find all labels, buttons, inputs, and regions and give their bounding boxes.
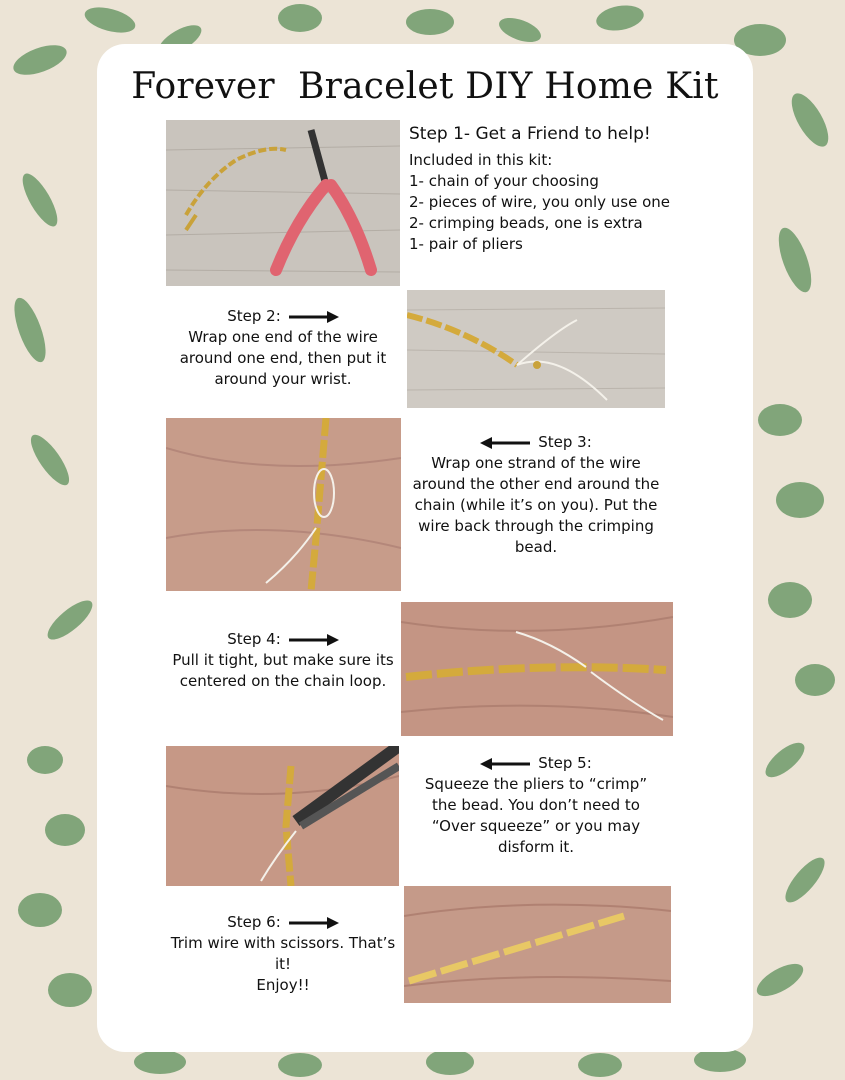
step-3-heading: Step 3: xyxy=(538,433,592,451)
step-1-line: 1- chain of your choosing xyxy=(409,172,599,190)
step-6-line: it! xyxy=(274,955,292,973)
finished-bracelet-photo xyxy=(404,886,671,1003)
step-4-heading: Step 4: xyxy=(227,630,281,648)
step-5-line: Squeeze the pliers to “crimp” xyxy=(424,775,648,793)
arrow-left-icon xyxy=(480,437,530,449)
arrow-right-icon xyxy=(289,634,339,646)
step-6-line: Enjoy!! xyxy=(256,976,310,994)
arrow-right-icon xyxy=(289,311,339,323)
step-3-line: Wrap one strand of the wire xyxy=(431,454,641,472)
step-6-heading: Step 6: xyxy=(227,913,281,931)
step-3-block xyxy=(405,432,667,558)
wrist-wrap-photo xyxy=(166,418,401,591)
step-3-line: wire back through the crimping xyxy=(418,517,654,535)
step-3-line: around the other end around the xyxy=(412,475,660,493)
step-3-line: chain (while it’s on you). Put the xyxy=(414,496,658,514)
crimp-bead-photo xyxy=(166,746,399,886)
step-1-line: 2- pieces of wire, you only use one xyxy=(409,193,671,211)
step-2-heading: Step 2: xyxy=(227,307,281,325)
step-1-block xyxy=(409,122,739,255)
step-5-block xyxy=(405,753,667,858)
step-1-heading: Step 1- Get a Friend to help! xyxy=(409,124,651,144)
step-2-line: around one end, then put it xyxy=(179,349,387,367)
step-6-block xyxy=(166,912,400,996)
step-4-line: centered on the chain loop. xyxy=(179,672,387,690)
step-1-line: Included in this kit: xyxy=(409,151,553,169)
step-6-line: Trim wire with scissors. That’s xyxy=(170,934,396,952)
step-5-heading: Step 5: xyxy=(538,754,592,772)
step-2-line: Wrap one end of the wire xyxy=(188,328,378,346)
step-4-block xyxy=(166,629,400,692)
wire-wrap-photo xyxy=(407,290,665,408)
step-3-line: bead. xyxy=(514,538,558,556)
page-title: Forever Bracelet DIY Home Kit xyxy=(131,66,719,107)
kit-contents-photo xyxy=(166,120,400,286)
step-5-line: disform it. xyxy=(497,838,575,856)
step-1-line: 2- crimping beads, one is extra xyxy=(409,214,643,232)
step-4-line: Pull it tight, but make sure its xyxy=(172,651,394,669)
step-2-line: around your wrist. xyxy=(214,370,352,388)
step-2-block xyxy=(166,306,400,390)
step-5-line: “Over squeeze” or you may xyxy=(431,817,641,835)
arrow-left-icon xyxy=(480,758,530,770)
tighten-wire-photo xyxy=(401,602,673,736)
step-5-line: the bead. You don’t need to xyxy=(432,796,640,814)
arrow-right-icon xyxy=(289,917,339,929)
step-1-line: 1- pair of pliers xyxy=(409,235,523,253)
